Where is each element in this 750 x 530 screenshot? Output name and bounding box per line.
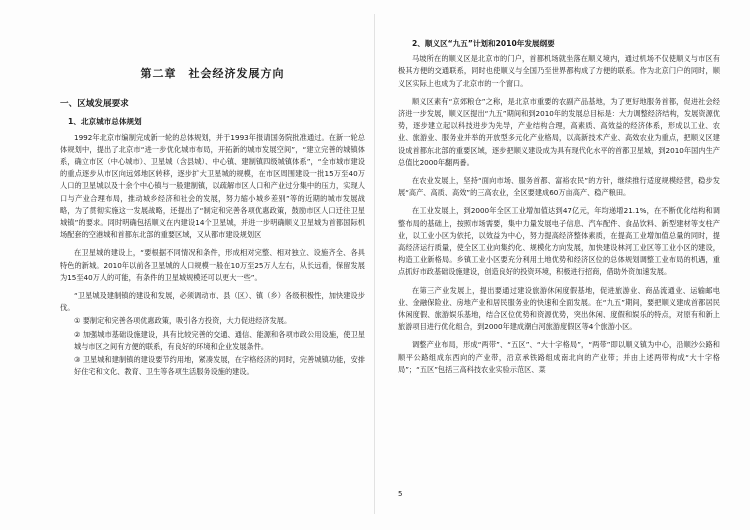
paragraph: 1992年北京市编制完成新一轮的总体规划，并于1993年报请国务院批准通过。在新一轮总体规划中，提出了北京市“进一步优化城市布局，开拓新的城市发展空间”，“建立完善的城镇体系，确立市区（中心城市）、卫星城（含县城）、中心镇、建制镇四级城镇体系”，“全市城市建设的重点逐步从市区向远郊地区转移，逐步扩大卫星城的规模，在市区周围建设一批15万至40万人口的卫星城以及十余个中心镇与一般建制镇，以疏解市区人口和产业过分集中的压力，实现人口与产业合理布局，推动城乡经济和社会的发展，努力缩小城乡差别”等的近期的城市发展战略，为了贯彻实施这一发展战略，还提出了“制定和完善各项优惠政策，鼓励市区人口迁往卫星城镇”的要求。同时明确包括顺义在内建设14个卫星城，并进一步明确顺义卫星城为首都国际机场配套的空港城和首都东北部的重要区域，又从都市建设规划区 [60,132,365,240]
paragraph: 在第三产业发展上，提出要通过建设旅游休闲度假基地，促进旅游业、商品流通业、运输邮电业、金融保险业、房地产业和居民服务业的快速和全面发展。在“九五”期间，要把顺义建成首都居民休闲度假、旅游娱乐基地，结合区位优势和资源优势，突出休闲、度假和娱乐的特点，对原有和新上旅游项目进行优化组合，到2000年建成潮白河旅游度假区等4个旅游小区。 [398,285,720,332]
list-item: ③ 卫星城和建制镇的建设要节约用地，紧凑发展，在字格经济的同时，完善城镇功能，安排好住宅和文化、教育、卫生等各项生活服务设施的建设。 [74,355,365,377]
paragraph: 在卫星城的建设上，“要根据不同情况和条件，形成相对完整、相对独立、设施齐全、各具特色的新城。2010年以前各卫星城的人口规模一般在10万至25万人左右，从长远看，保留发展为15至40万人的可能，有条件的卫星城规模还可以更大一些”。 [60,248,365,282]
page-gutter [374,14,375,514]
paragraph: 在农业发展上，坚持“面向市场、服务首都、富裕农民”的方针，继续推行适度规模经营，稳步发展“高产、高质、高效”的三高农业，全区要建成60万亩高产、稳产粮田。 [398,176,720,198]
list-item: ② 加强城市基础设施建设，具有比较完善的交通、通信、能源和各项市政公用设施，使卫星城与市区之间有方便的联系，有良好的环境和企业发展条件。 [74,329,365,351]
paragraph: 顺义区素有“京郊粮仓”之称，是北京市重要的农副产品基地，为了更好地服务首都，促进社会经济进一步发展，顺义区提出“九五”期间和到2010年的发展总目标是：大力调整经济结构，发展资源优势，逐步建立起以科技进步为先导，产业结构合理，高素质、高效益的经济体系，形成以工业、农业、旅游业、服务业并举的开放型多元化产业格局，以高新技术产业、高效农业为重点，把顺义区建设成首都东北部的重要区域，逐步把顺义建设成为具有现代化水平的首都卫星城，到2010年国内生产总值比2000年翻两番。 [398,96,720,167]
right-page [398,34,720,376]
paragraph: 调整产业布局，形成“两带”、“五区”、“大十字格局”，“两带”即以顺义镇为中心，沿顺沙公路和顺平公路组成东西向的产业带，沿京承铁路组成南北向的产业带；并由上述两带构成“大十字格局”；“五区”包括三高科技农业实验示范区、菜 [398,340,720,374]
paragraph: 在工业发展上，到2000年全区工业增加值达到47亿元，年均递增21.1%，在不断优化结构和调整布局的基础上，按照市场需要，集中力量发展电子信息、汽车配件、食品饮料、新型建材等支柱产业，以工业小区为依托，以效益为中心，努力提高经济整体素质，在提高工业增加值总量的同时，提高经济运行质量，使全区工业向集约化、规模化方向发展，加快建设林河工业区等工业小区的建设，构造工业新格局。乡镇工业小区要充分利用土地优势和经济区位的总体规划调整工业布局的机遇，重点抓好市政基础设施建设，创造良好的投资环境，积极进行招商，借助外资加速发展。 [398,206,720,277]
page-number: 5 [398,490,403,498]
section-heading: 一、区域发展要求 [60,99,129,110]
paragraph: “卫星城及建制镇的建设和发展，必须调动市、县（区）、镇（乡）各级积极性，加快建设步伐。 [60,291,365,313]
list-item: ① 要制定和完善各项优惠政策，吸引各方投资，大力促进经济发展。 [74,316,292,326]
paragraph: 马坡所在的顺义区是北京市的门户，首都机场就坐落在顺义境内，通过机场不仅使顺义与市区有极其方便的交通联系，同时也使顺义与全国乃至世界都构成了方便的联系。作为北京门户的同时，顺义区实际上也成为了北京市的一个窗口。 [398,54,720,88]
subsection-heading: 1、北京城市总体规划 [68,117,142,127]
subsection-heading: 2、顺义区“九五”计划和2010年发展纲要 [412,39,555,48]
chapter-title: 第二章 社会经济发展方向 [140,67,285,80]
left-page [60,38,365,378]
